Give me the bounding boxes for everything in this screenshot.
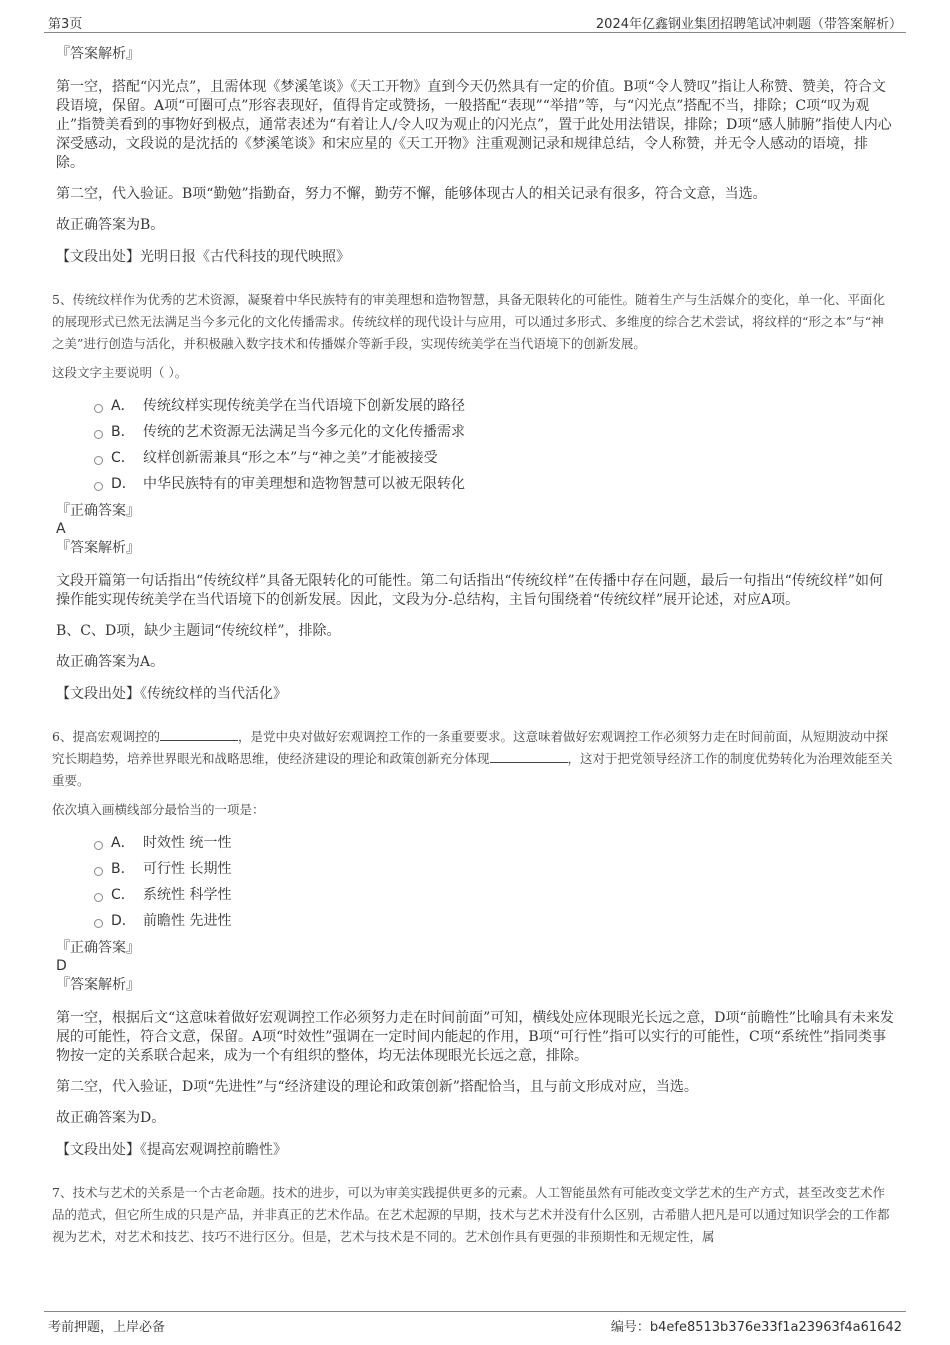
q6-options [94,830,894,934]
correct-answer-label: 『正确答案』 [56,940,140,956]
q6-option-b[interactable] [94,856,894,882]
page-number: 第3页 [48,17,83,32]
radio-icon[interactable] [94,893,103,902]
answer-analysis-label: 『答案解析』 [56,540,140,556]
option-key: C． [111,887,135,903]
q5-analysis-para-2: B、C、D项，缺少主题词“传统纹样”，排除。 [56,623,341,639]
q5-text: 5、传统纹样作为优秀的艺术资源，凝聚着中华民族特有的审美理想和造物智慧，具备无限转化的可能性。随着生产与生活媒介的变化，单一化、平面化的展现形式已然无法满足当今多元化的文化传播需求。传统纹样的现代设计与应用，可以通过多形式、多维度的综合艺术尝试，将纹样的“形之本”与“神之美”进行创造与活化，并积极融入数字技术和传播媒介等新手段，实现传统美学在当代语境下的创新发展。 [52,292,885,351]
document-id: 编号：b4efe8513b376e33f1a23963f4a61642 [610,1320,902,1335]
radio-icon[interactable] [94,867,103,876]
q6-text-part-1: 6、提高宏观调控的 [52,729,160,744]
fill-blank-1 [160,728,238,741]
q6-analysis-para-1: 第一空，根据后文“这意味着做好宏观调控工作必须努力走在时间前面”可知，横线处应体现眼光长远之意，D项“前瞻性”比喻具有未来发展的可能性，符合文意，保留。A项“时效性”强调在一定时间内能起的作用，B项“可行性”指可以实行的可能性，C项“系统性”指同类事物按一定的关系联合起来，成为一个有组织的整体，均无法体现眼光长远之意，排除。 [56,1010,894,1064]
option-key: B． [111,424,135,440]
q6-text-part-2: ，是党中央对做好宏观调控工作的一条重要要求。这意味着做好宏观调控工作必须努力走在时间前面，从短期波动中探究长期趋势，培养世界眼光和战略思维，使经济建设的理论和政策创新充分体现 [52,729,888,766]
radio-icon[interactable] [94,430,103,439]
q5-prompt: 这段文字主要说明（ ）。 [52,365,188,380]
q6-analysis-para-2: 第二空，代入验证，D项“先进性”与“经济建设的理论和政策创新”搭配恰当，且与前文形成对应，当选。 [56,1079,698,1095]
radio-icon[interactable] [94,841,103,850]
option-text: 系统性 科学性 [143,887,232,903]
q4-analysis-para-3: 故正确答案为B。 [56,217,165,233]
option-text: 传统纹样实现传统美学在当代语境下创新发展的路径 [143,398,465,414]
q7-text: 7、技术与艺术的关系是一个古老命题。技术的进步，可以为审美实践提供更多的元素。人工智能虽然有可能改变文学艺术的生产方式，甚至改变艺术作品的范式，但它所生成的只是产品，并非真正的艺术作品。在艺术起源的早期，技术与艺术并没有什么区别，古希腊人把凡是可以通过知识学会的工作都视为艺术，对艺术和技艺、技巧不进行区分。但是，艺术与技术是不同的。艺术创作具有更强的非预期性和无规定性，属 [52,1185,890,1244]
option-text: 纹样创新需兼具“形之本”与“神之美”才能被接受 [143,450,438,466]
answer-analysis-label: 『答案解析』 [56,46,140,62]
option-key: A． [111,398,135,414]
page-header [44,8,906,33]
option-text: 时效性 统一性 [143,835,232,851]
fill-blank-2 [490,750,568,763]
q6-option-d[interactable] [94,908,894,934]
q6-correct-answer: D [56,958,67,974]
q6-text [52,726,894,792]
q6-source: 【文段出处】《提高宏观调控前瞻性》 [56,1142,287,1158]
radio-icon[interactable] [94,482,103,491]
option-text: 前瞻性 先进性 [143,913,232,929]
option-text: 中华民族特有的审美理想和造物智慧可以被无限转化 [143,476,465,492]
q5-options [94,393,894,497]
q6-option-c[interactable] [94,882,894,908]
option-key: D． [111,476,136,492]
radio-icon[interactable] [94,919,103,928]
option-key: D． [111,913,136,929]
q6-option-a[interactable] [94,830,894,856]
option-text: 可行性 长期性 [143,861,232,877]
correct-answer-label: 『正确答案』 [56,503,140,519]
answer-analysis-label: 『答案解析』 [56,977,140,993]
radio-icon[interactable] [94,404,103,413]
q5-source: 【文段出处】《传统纹样的当代活化》 [56,686,287,702]
q4-analysis-para-2: 第二空，代入验证。B项“勤勉”指勤奋，努力不懈，勤劳不懈，能够体现古人的相关记录有很多，符合文意，当选。 [56,186,767,202]
page-footer [44,1311,906,1338]
q4-source: 【文段出处】光明日报《古代科技的现代映照》 [56,249,350,265]
q5-option-b[interactable] [94,419,894,445]
q5-correct-answer: A [56,521,66,537]
option-text: 传统的艺术资源无法满足当今多元化的文化传播需求 [143,424,465,440]
footer-slogan: 考前押题，上岸必备 [48,1320,166,1335]
q5-analysis-para-3: 故正确答案为A。 [56,654,165,670]
option-key: C． [111,450,135,466]
radio-icon[interactable] [94,456,103,465]
q4-analysis-para-1: 第一空，搭配“闪光点”，且需体现《梦溪笔谈》《天工开物》直到今天仍然具有一定的价值。B项“令人赞叹”指让人称赞、赞美，符合文段语境，保留。A项“可圈可点”形容表现好，值得肯定或赞扬，一般搭配“表现”“举措”等，与“闪光点”搭配不当，排除；C项“叹为观止”指赞美看到的事物好到极点，通常表述为“有着让人/令人叹为观止的闪光点”，置于此处用法错误，排除；D项“感人肺腑”指使人内心深受感动，文段说的是沈括的《梦溪笔谈》和宋应星的《天工开物》注重观测记录和规律总结，令人称赞，并无令人感动的语境，排除。 [56,79,892,171]
option-key: A． [111,835,135,851]
option-key: B． [111,861,135,877]
q6-prompt: 依次填入画横线部分最恰当的一项是： [52,802,265,817]
q5-option-d[interactable] [94,471,894,497]
page-content [52,44,894,1256]
q6-analysis-para-3: 故正确答案为D。 [56,1110,166,1126]
q5-option-c[interactable] [94,445,894,471]
q5-option-a[interactable] [94,393,894,419]
q5-analysis-para-1: 文段开篇第一句话指出“传统纹样”具备无限转化的可能性。第二句话指出“传统纹样”在传播中存在问题，最后一句指出“传统纹样”如何操作能实现传统美学在当代语境下的创新发展。因此，文段为分-总结构，主旨句围绕着“传统纹样”展开论述，对应A项。 [56,573,883,608]
q6-text-part-3: ，这对于把党领导经济工作的制度优势转化为治理效能至关重要。 [52,751,893,788]
document-title: 2024年亿鑫钢业集团招聘笔试冲刺题（带答案解析） [595,17,902,32]
